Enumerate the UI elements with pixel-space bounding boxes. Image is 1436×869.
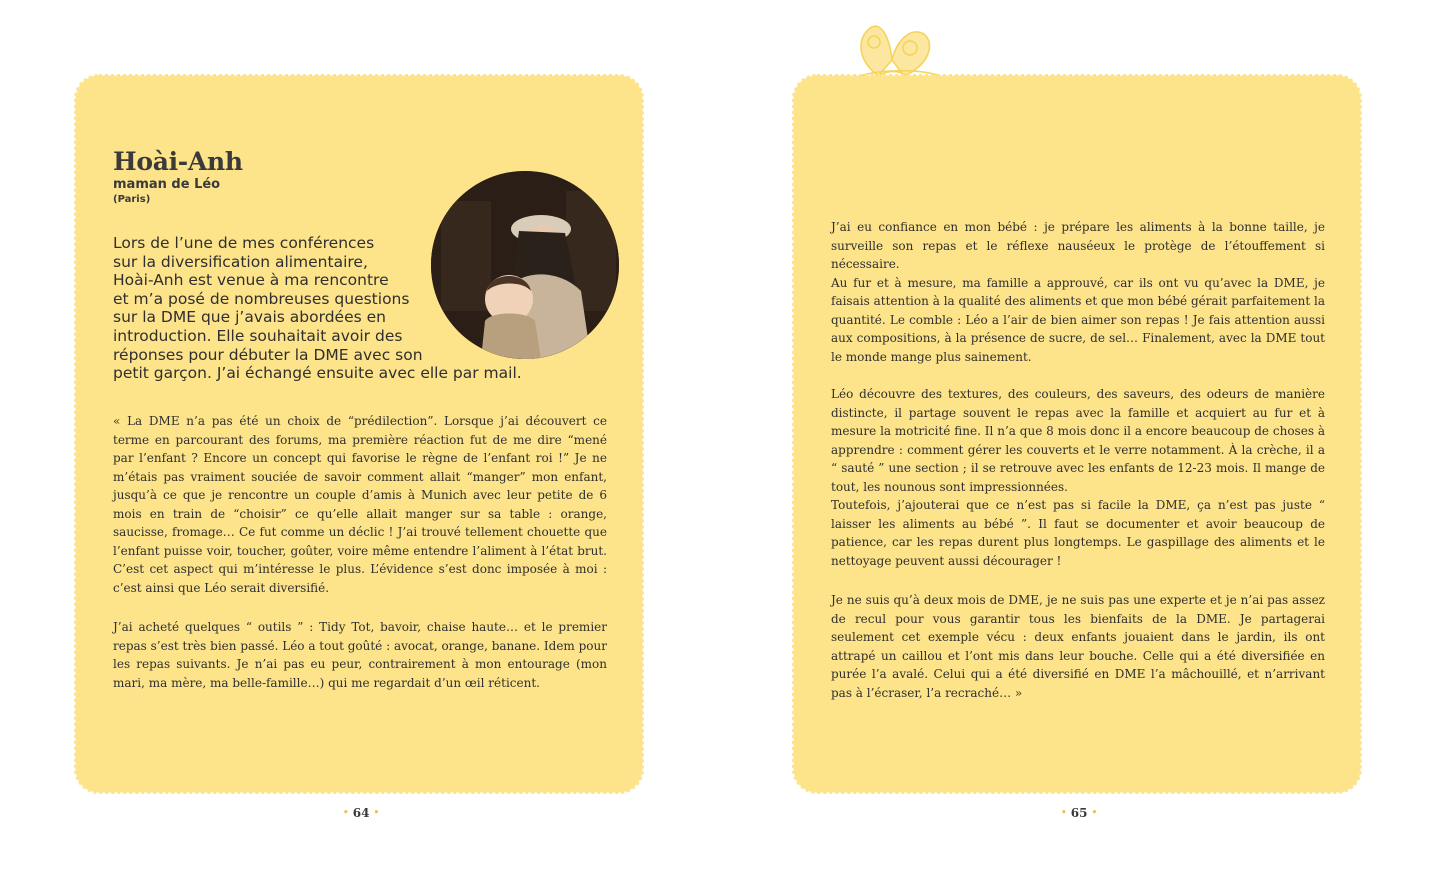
page-number-value: 64 <box>352 806 370 820</box>
page-number-ornament: • <box>1061 808 1067 818</box>
body-paragraph: Je ne suis qu’à deux mois de DME, je ne suis pas une experte et je n’ai pas assez de recul pour vous garantir tous les bienfaits de la DME. Je partagerai seulement cet exemple vécu : deux enfants jouaient dans le jardin, ils ont attrapé un caillou et l’ont mis dans leur bouche. Celle qui a été diversifiée en purée l’a avalé. Celui qui a été diversifié en DME l’a mâchouillé, et n’arrivant pas à l’écraser, l’a recraché… » <box>831 593 1325 700</box>
person-subtitle: maman de Léo <box>113 177 221 192</box>
intro-text: Lors de l’une de mes conférences sur la diversification alimentaire, Hoài-Anh est venue à ma rencontre et m’a posé de nombreuses questions sur la DME que j’avais abordées en introduction. Elle souhaitait avoir des réponses pour débuter la DME avec son petit garçon. J’ai échangé ensuite avec elle par mail. <box>113 234 522 383</box>
butterfly-icon <box>848 20 944 80</box>
page-number-ornament: • <box>1091 808 1098 818</box>
quote-paragraph: J’ai acheté quelques “ outils ” : Tidy Tot, bavoir, chaise haute… et le premier repas s’est très bien passé. Léo a tout goûté : avocat, orange, banane. Idem pour les repas suivants. Je n’ai pas eu peur, contrairement à mon entourage (mon mari, ma mère, ma belle-famille…) qui me regardait d’un œil réticent. <box>113 620 607 690</box>
body-paragraph: Léo découvre des textures, des couleurs, des saveurs, des odeurs de manière distincte, il partage souvent le repas avec la famille et acquiert au fur et à mesure la motricité fine. Il n’a que 8 mois donc il a encore beaucoup de choses à apprendre : comment gérer les couverts et le verre notamment. À la crèche, il a “ sauté ” une section ; il se retrouve avec les enfants de 12-23 mois. Il mange de tout, les nounous sont impressionnées. Toutefois, j’ajouterai que ce n’est pas si facile la DME, ça n’est pas juste “ laisser les aliments au bébé ”. Il faut se documenter et avoir beaucoup de patience, car les repas durent plus longtemps. Le gaspillage des aliments et le nettoyage peuvent aussi décourager ! <box>831 387 1325 568</box>
page-number-ornament: • <box>373 808 380 818</box>
page-number-right <box>1061 806 1097 820</box>
body-paragraph: J’ai eu confiance en mon bébé : je prépare les aliments à la bonne taille, je surveille son repas et le réflexe nauséeux le protège de l’étouffement si nécessaire. Au fur et à mesure, ma famille a approuvé, car ils ont vu qu’avec la DME, je faisais attention à la qualité des aliments et que mon bébé gérait parfaitement la quantité. Le comble : Léo a l’air de bien aimer son repas ! Je fais attention aussi aux compositions, à la présence de sucre, de sel… Finalement, avec la DME tout le monde mange plus sainement. <box>831 220 1325 364</box>
page-number-value: 65 <box>1070 806 1088 820</box>
page-number-ornament: • <box>343 808 349 818</box>
quote-paragraph: « La DME n’a pas été un choix de “prédilection”. Lorsque j’ai découvert ce terme en parcourant des forums, ma première réaction fut de me dire “mené par l’enfant ? Encore un concept qui favorise le règne de l’enfant roi !” Je ne m’étais pas vraiment souciée de savoir comment allait “manger” mon enfant, jusqu’à ce que je rencontre un couple d’amis à Munich avec leur petite de 6 mois en train de “choisir” ce qu’elle allait manger sur sa table : orange, saucisse, fromage… Ce fut comme un déclic ! J’ai trouvé tellement chouette que l’enfant puisse voir, toucher, goûter, voire même entendre l’aliment à l’état brut. C’est cet aspect qui m’intéresse le plus. L’évidence s’est donc imposée à moi : c’est ainsi que Léo serait diversifié. <box>113 414 607 595</box>
left-page-card <box>77 77 641 791</box>
person-location: (Paris) <box>113 194 151 205</box>
page-number-left <box>343 806 379 820</box>
person-name: Hoài-Anh <box>113 147 243 176</box>
right-page-card <box>795 77 1359 791</box>
